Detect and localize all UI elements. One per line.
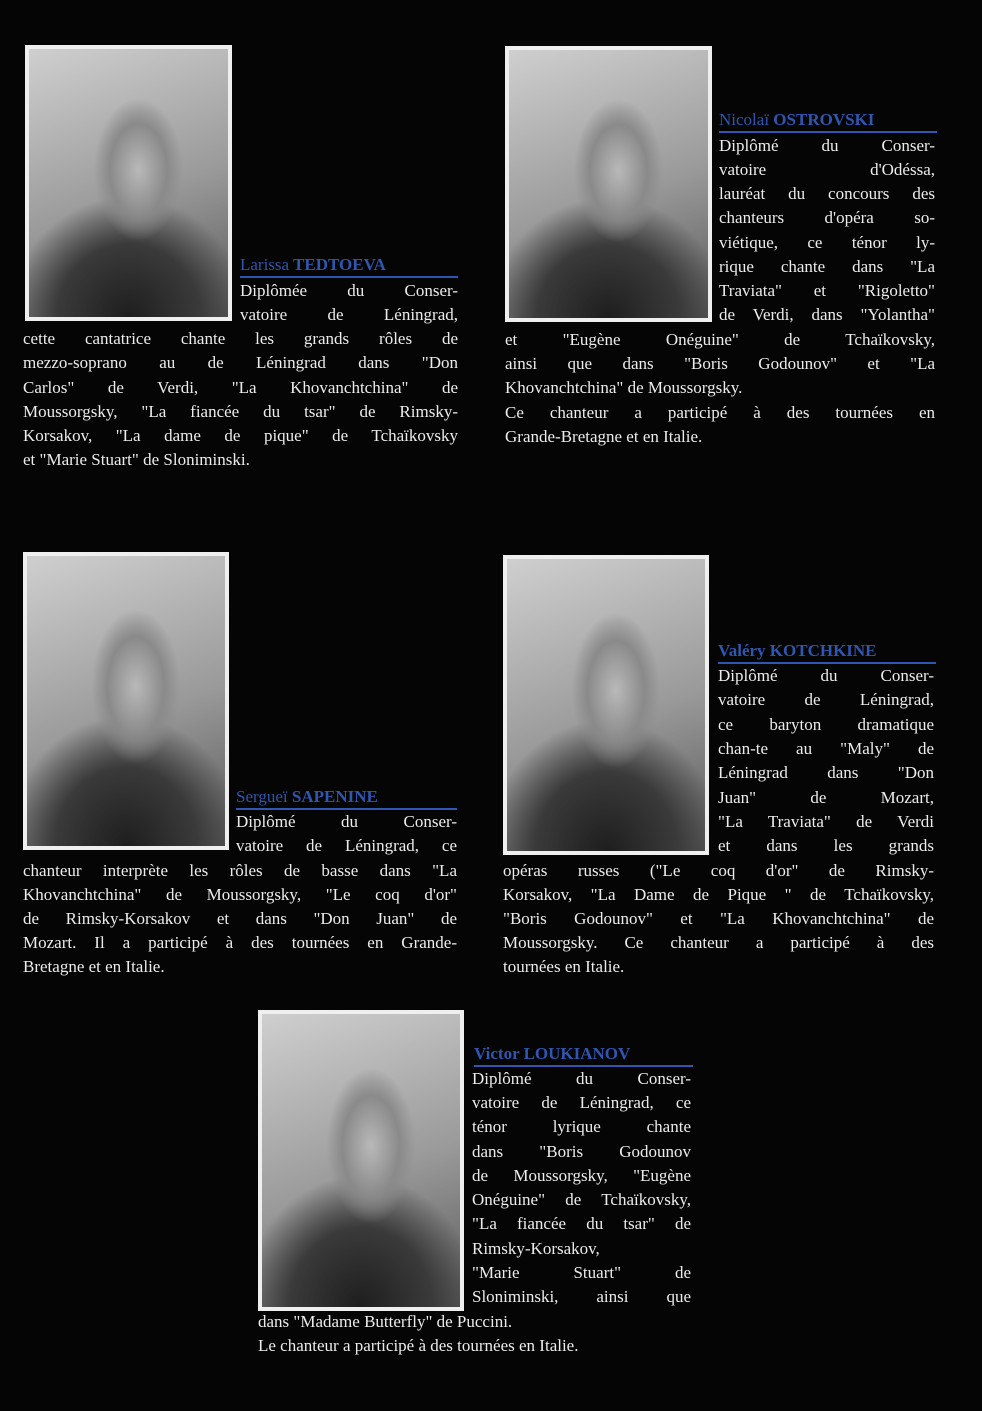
bio-line: Léningrad dans "Don: [718, 763, 934, 782]
bio-line: et "Eugène Onéguine" de Tchaïkovsky,: [505, 330, 935, 349]
bio-line: dans "Boris Godounov: [472, 1142, 691, 1161]
bio-line: vatoire de Léningrad,: [240, 305, 458, 324]
singer-last-name: SAPENINE: [291, 787, 378, 806]
bio-line: Sloniminski, ainsi que: [472, 1287, 691, 1306]
bio-line: Ce chanteur a participé à des tournées en: [505, 403, 935, 422]
bio-line: Khovanchtchina" de Moussorgsky.: [505, 378, 743, 397]
singer-first-name: Victor: [474, 1044, 520, 1063]
bio-line: et "Marie Stuart" de Sloniminski.: [23, 450, 250, 469]
bio-line: Diplômé du Conser-: [718, 666, 934, 685]
bio-line: "Boris Godounov" et "La Khovanchtchina" de: [503, 909, 934, 928]
bio-line: Diplômé du Conser-: [236, 812, 457, 831]
singer-first-name: Larissa: [240, 255, 290, 274]
bio-line: Mozart. Il a participé à des tournées en Grande-: [23, 933, 457, 952]
singer-last-name: LOUKIANOV: [523, 1044, 631, 1063]
bio-line: chanteur interprète les rôles de basse dans "La: [23, 861, 457, 880]
bio-line: Moussorgsky, "La fiancée du tsar" de Rimsky-: [23, 402, 458, 421]
bio-line: Diplômée du Conser-: [240, 281, 458, 300]
singer-first-name: Valéry: [718, 641, 766, 660]
singer-name-tedtoeva: [240, 254, 458, 278]
singer-first-name: Nicolaï: [719, 110, 770, 129]
bio-line: viétique, ce ténor ly-: [719, 233, 935, 252]
singer-name-ostrovski: [719, 109, 937, 133]
singer-last-name: OSTROVSKI: [773, 110, 875, 129]
bio-line: rique chante dans "La: [719, 257, 935, 276]
bio-line: chan-te au "Maly" de: [718, 739, 934, 758]
bio-line: Onéguine" de Tchaïkovsky,: [472, 1190, 691, 1209]
bio-line: opéras russes ("Le coq d'or" de Rimsky-: [503, 861, 934, 880]
singer-name-kotchkine: [718, 640, 936, 664]
bio-line: de Moussorgsky, "Eugène: [472, 1166, 691, 1185]
bio-line: Bretagne et en Italie.: [23, 957, 165, 976]
bio-line: Diplômé du Conser-: [472, 1069, 691, 1088]
bio-line: vatoire de Léningrad, ce: [236, 836, 457, 855]
bio-line: mezzo-soprano au de Léningrad dans "Don: [23, 353, 458, 372]
bio-line: vatoire de Léningrad,: [718, 690, 934, 709]
singer-last-name: KOTCHKINE: [769, 641, 877, 660]
bio-line: "Marie Stuart" de: [472, 1263, 691, 1282]
portrait-photo-loukianov: [258, 1010, 464, 1311]
portrait-photo-kotchkine: [503, 555, 709, 855]
bio-line: Rimsky-Korsakov,: [472, 1239, 600, 1258]
bio-line: ténor lyrique chante: [472, 1117, 691, 1136]
bio-line: Le chanteur a participé à des tournées en Italie.: [258, 1336, 579, 1355]
bio-line: ce baryton dramatique: [718, 715, 934, 734]
bio-line: "La fiancée du tsar" de: [472, 1214, 691, 1233]
bio-line: Juan" de Mozart,: [718, 788, 934, 807]
bio-line: et dans les grands: [718, 836, 934, 855]
bio-line: lauréat du concours des: [719, 184, 935, 203]
singer-first-name: Sergueï: [236, 787, 288, 806]
bio-line: chanteurs d'opéra so-: [719, 208, 935, 227]
portrait-photo-sapenine: [23, 552, 229, 850]
bio-line: Diplômé du Conser-: [719, 136, 935, 155]
bio-line: Khovanchtchina" de Moussorgsky, "Le coq d'or": [23, 885, 457, 904]
bio-line: Traviata" et "Rigoletto": [719, 281, 935, 300]
bio-line: ainsi que dans "Boris Godounov" et "La: [505, 354, 935, 373]
bio-line: Carlos" de Verdi, "La Khovanchtchina" de: [23, 378, 458, 397]
singer-last-name: TEDTOEVA: [293, 255, 386, 274]
bio-line: tournées en Italie.: [503, 957, 625, 976]
portrait-photo-tedtoeva: [25, 45, 232, 321]
bio-line: Grande-Bretagne et en Italie.: [505, 427, 703, 446]
bio-line: de Verdi, dans "Yolantha": [719, 305, 935, 324]
bio-line: de Rimsky-Korsakov et dans "Don Juan" de: [23, 909, 457, 928]
singer-name-loukianov: [474, 1043, 693, 1067]
bio-line: "La Traviata" de Verdi: [718, 812, 934, 831]
bio-line: Korsakov, "La Dame de Pique " de Tchaïkovsky,: [503, 885, 934, 904]
bio-line: Moussorgsky. Ce chanteur a participé à des: [503, 933, 934, 952]
portrait-photo-ostrovski: [505, 46, 712, 322]
bio-line: vatoire d'Odéssa,: [719, 160, 935, 179]
bio-line: dans "Madame Butterfly" de Puccini.: [258, 1312, 513, 1331]
singer-name-sapenine: [236, 786, 457, 810]
bio-line: cette cantatrice chante les grands rôles de: [23, 329, 458, 348]
bio-line: Korsakov, "La dame de pique" de Tchaïkovsky: [23, 426, 458, 445]
bio-line: vatoire de Léningrad, ce: [472, 1093, 691, 1112]
